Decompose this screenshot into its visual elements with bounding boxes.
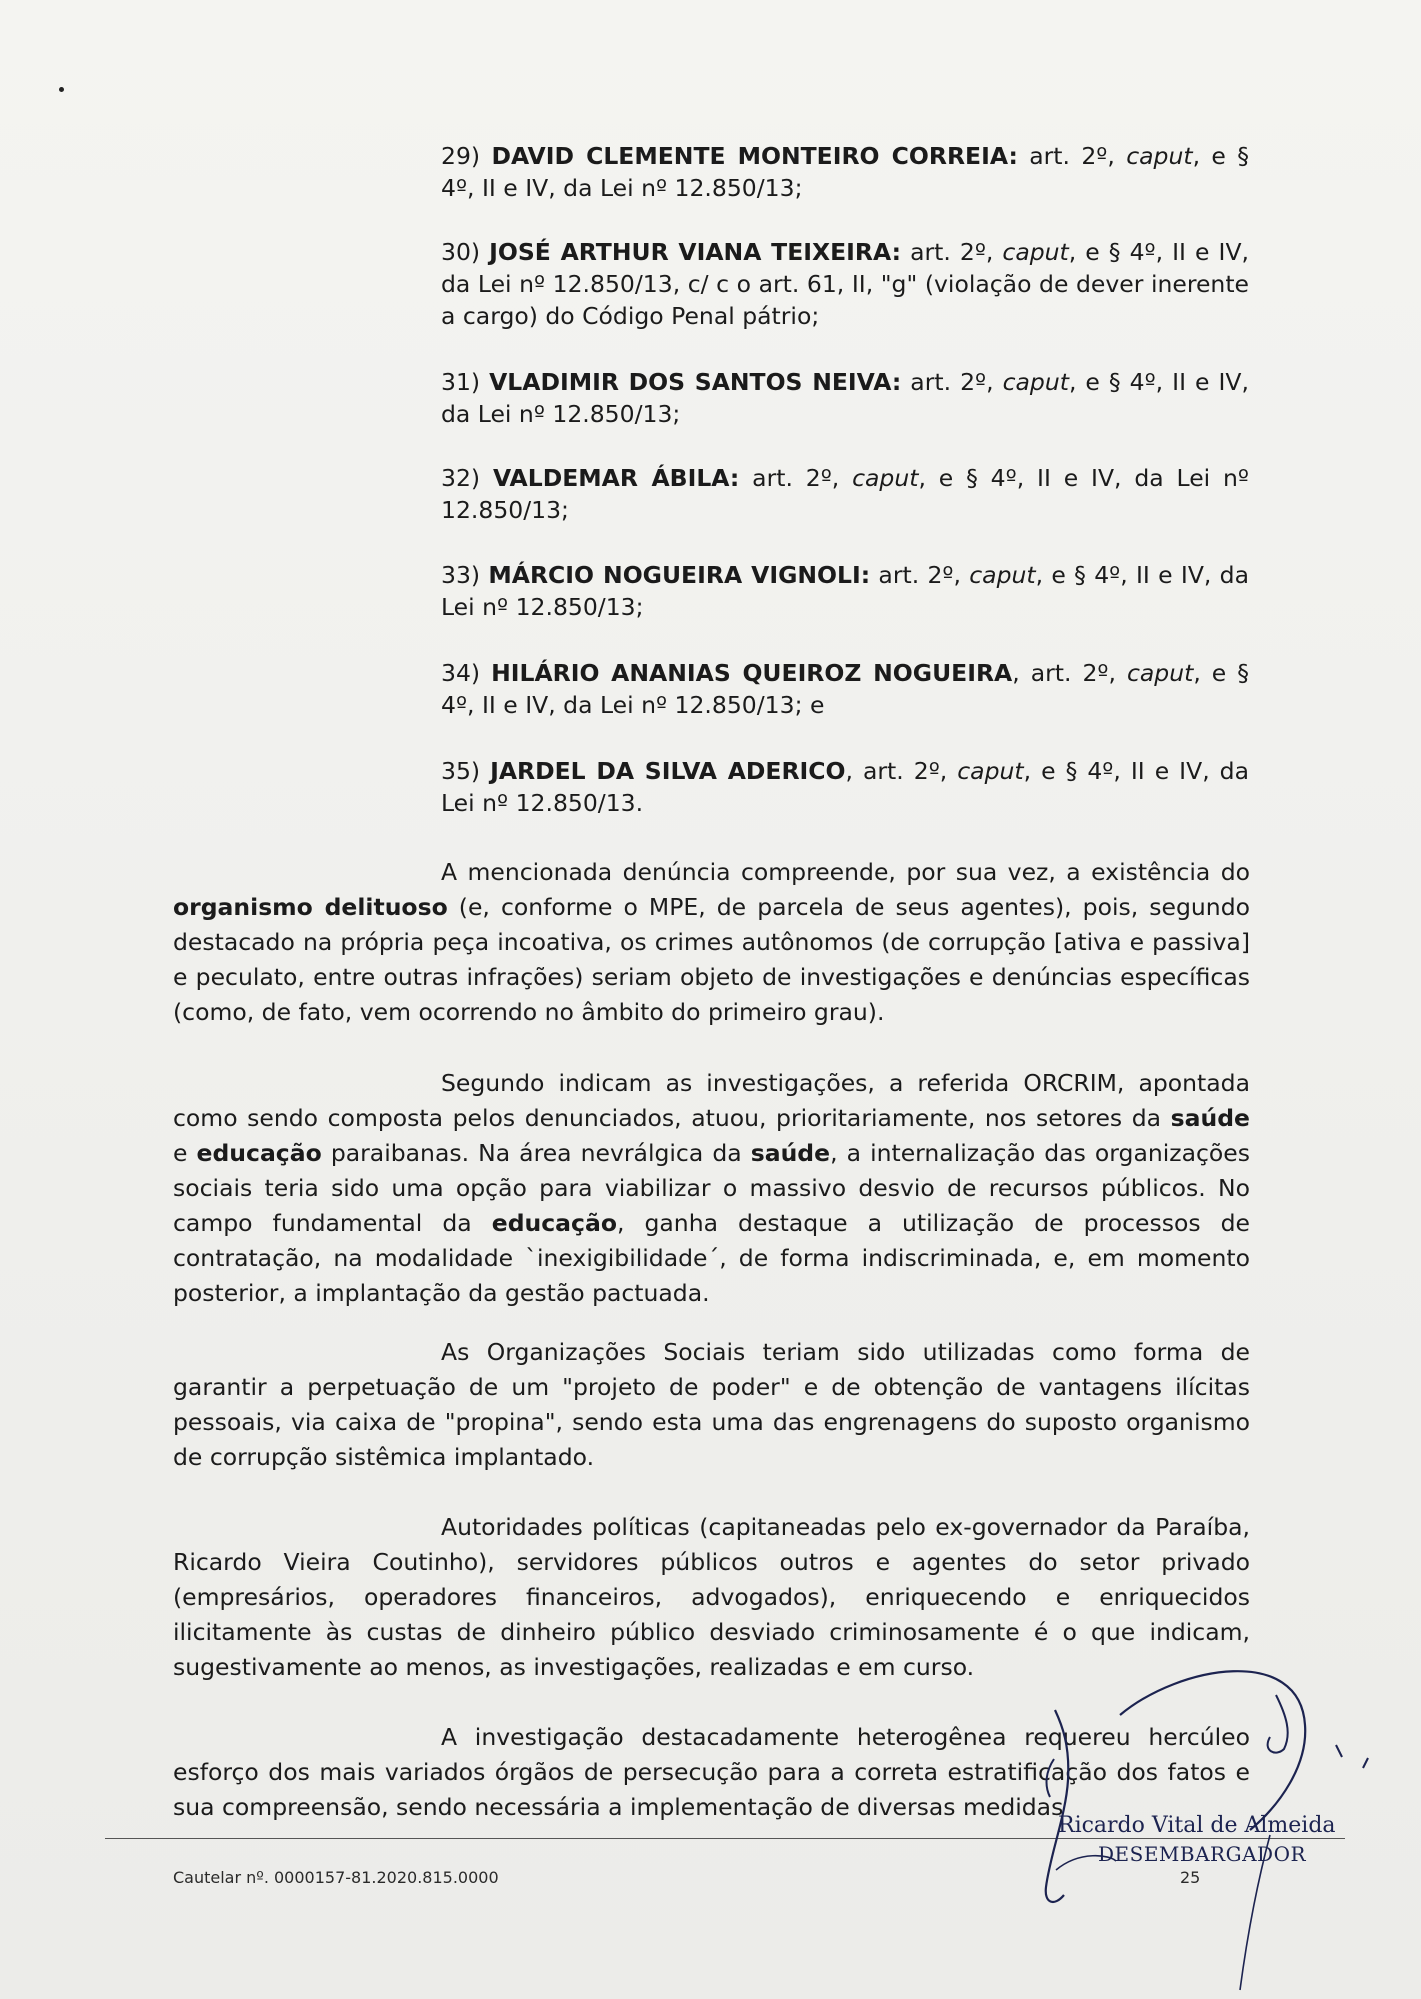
item-number: 32) [441,464,481,492]
item-text: , e § 4º, II e IV, da Lei nº 12.850/13; [441,368,1249,428]
item-text: , art. 2º, [845,757,958,785]
item-text: , e § 4º, II e IV, da Lei nº 12.850/13. [441,757,1249,817]
caput-term: caput [852,464,919,492]
item-text: art. 2º, [870,561,970,589]
defendant-name: MÁRCIO NOGUEIRA VIGNOLI: [488,561,871,589]
emphasis-text: educação [196,1139,322,1167]
scan-speck [59,87,64,92]
caput-term: caput [1002,368,1069,396]
paragraph-text: e [173,1139,197,1167]
item-text: , e § 4º, II e IV, da Lei nº 12.850/13; [441,464,1249,524]
defendant-name: VLADIMIR DOS SANTOS NEIVA: [489,368,902,396]
case-number: Cautelar nº. 0000157-81.2020.815.0000 [173,1868,499,1887]
paragraph-text: (e, conforme o MPE, de parcela de seus agentes), pois, segundo destacado na própria peça incoativa, os crimes autônomos (de corrupção [ativa e passiva] e peculato, entre outras infrações) seriam objeto de investigações e denúncias específicas (como, de fato, vem ocorrendo no âmbito do primeiro grau). [173,893,1250,1026]
item-number: 33) [441,561,481,589]
judge-role: DESEMBARGADOR [1098,1842,1307,1866]
item-text: art. 2º, [901,368,1003,396]
item-text: art. 2º, [739,464,853,492]
caput-term: caput [1002,238,1069,266]
caput-term: caput [1126,659,1194,687]
defendant-name: VALDEMAR ÁBILA: [492,464,740,492]
page-number: 25 [1180,1868,1201,1887]
paragraph-text: , a internalização das organizações sociais teria sido uma opção para viabilizar o massivo desvio de recursos públicos. No campo fundamental da [173,1139,1250,1237]
defendant-item-29 [441,140,1249,204]
item-text: art. 2º, [1017,142,1127,170]
defendant-name: HILÁRIO ANANIAS QUEIROZ NOGUEIRA [491,659,1013,687]
emphasis-text: saúde [750,1139,831,1167]
paragraph-organizacoes-sociais: As Organizações Sociais teriam sido utilizadas como forma de garantir a perpetuação de um "projeto de poder" e de obtenção de vantagens ilícitas pessoais, via caixa de "propina", sendo esta uma das engrenagens do suposto organismo de corrupção sistêmica implantado. [173,1338,1250,1471]
emphasis-text: organismo delituoso [173,893,448,921]
defendant-item-34 [441,657,1249,721]
defendant-item-31 [441,366,1249,430]
judge-stamp [1058,1812,1336,1868]
judge-name: Ricardo Vital de Almeida [1058,1813,1336,1838]
item-number: 30) [441,238,481,266]
paragraph-text: A mencionada denúncia compreende, por sua vez, a existência do [441,858,1250,886]
item-number: 34) [441,659,481,687]
paragraph-autoridades-politicas: Autoridades políticas (capitaneadas pelo ex-governador da Paraíba, Ricardo Vieira Coutinho), servidores públicos outros e agentes do setor privado (empresários, operadores financeiros, advogados), enriquecendo e enriquecidos ilicitamente às custas de dinheiro público desviado criminosamente é o que indicam, sugestivamente ao menos, as investigações, realizadas e em curso. [173,1513,1250,1681]
item-number: 31) [441,368,481,396]
paragraph-investigacao: A investigação destacadamente heterogênea requereu hercúleo esforço dos mais variados órgãos de persecução para a correta estratificação dos fatos e sua compreensão, sendo necessária a implementação de diversas medidas [173,1723,1250,1821]
emphasis-text: educação [491,1209,617,1237]
defendant-item-33 [441,559,1249,623]
caput-term: caput [969,561,1036,589]
paragraph-text: Segundo indicam as investigações, a referida ORCRIM, apontada como sendo composta pelos denunciados, atuou, prioritariamente, nos setores da [173,1069,1250,1132]
defendant-item-32 [441,462,1249,526]
caput-term: caput [1126,142,1193,170]
item-text: art. 2º, [901,238,1003,266]
defendant-name: JOSÉ ARTHUR VIANA TEIXEIRA: [489,238,902,266]
emphasis-text: saúde [1170,1104,1250,1132]
item-number: 35) [441,757,481,785]
item-text: , e § 4º, II e IV, da Lei nº 12.850/13, c/ c o art. 61, II, "g" (violação de dever inerente a cargo) do Código Penal pátrio; [441,238,1249,330]
item-text: , e § 4º, II e IV, da Lei nº 12.850/13; e [441,659,1249,719]
defendant-item-30 [441,236,1249,332]
paragraph-text: , ganha destaque a utilização de processos de contratação, na modalidade `inexigibilidade´, de forma indiscriminada, e, em momento posterior, a implantação da gestão pactuada. [173,1209,1250,1307]
caput-term: caput [957,757,1024,785]
defendant-item-35 [441,755,1249,819]
paragraph-orcrim-setores [173,1066,1250,1311]
item-number: 29) [441,142,481,170]
item-text: , e § 4º, II e IV, da Lei nº 12.850/13; [441,561,1249,621]
paragraph-text: paraibanas. Na área nevrálgica da [321,1139,751,1167]
defendant-name: JARDEL DA SILVA ADERICO [490,757,846,785]
item-text: , e § 4º, II e IV, da Lei nº 12.850/13; [441,142,1249,202]
paragraph-organismo-delituoso [173,855,1250,1030]
item-text: , art. 2º, [1012,659,1127,687]
defendant-name: DAVID CLEMENTE MONTEIRO CORREIA: [491,142,1018,170]
